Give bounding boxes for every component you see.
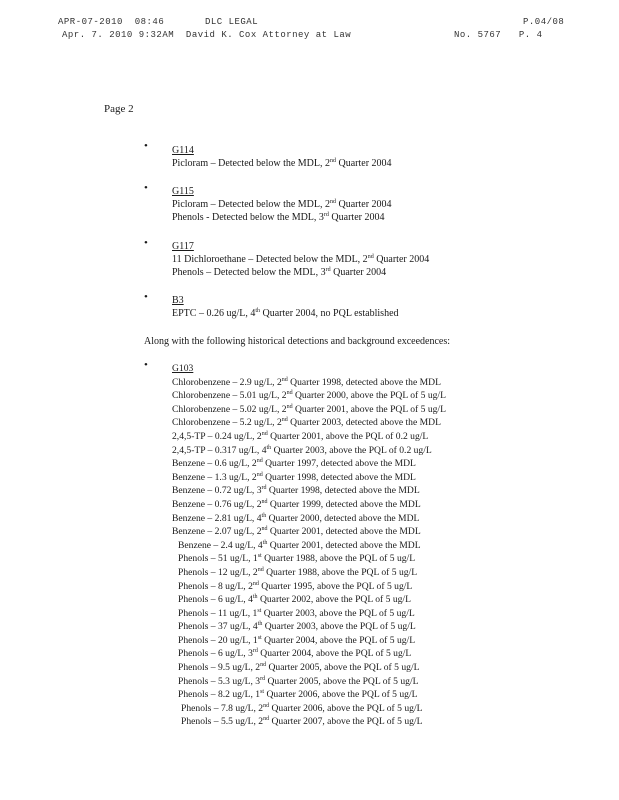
well-id: B3 [172, 295, 184, 306]
fax-header-datetime: APR-07-2010 08:46 [58, 17, 165, 27]
historical-line: Phenols – 51 ug/L, 1st Quarter 1988, above the PQL of 5 ug/L [178, 553, 416, 565]
list-item [172, 240, 429, 279]
historical-line: Phenols – 6 ug/L, 3rd Quarter 2004, above the PQL of 5 ug/L [178, 648, 412, 660]
historical-line: Chlorobenzene – 5.01 ug/L, 2nd Quarter 2000, above the PQL of 5 ug/L [172, 390, 446, 402]
historical-line: Phenols – 8 ug/L, 2nd Quarter 1995, above the PQL of 5 ug/L [178, 580, 413, 592]
fax-header-page: P.04/08 [523, 17, 565, 27]
well-id: G115 [172, 186, 194, 197]
intro-paragraph: Along with the following historical detections and background exceedences: [144, 336, 451, 347]
historical-line: Benzene – 1.3 ug/L, 2nd Quarter 1998, detected above the MDL [172, 471, 416, 483]
detection-line: Picloram – Detected below the MDL, 2nd Quarter 2004 [172, 158, 392, 169]
historical-line: Chlorobenzene – 5.2 ug/L, 2nd Quarter 2003, detected above the MDL [172, 417, 441, 429]
historical-lines [172, 376, 446, 729]
bullet-icon: • [144, 182, 148, 194]
detection-line: 11 Dichloroethane – Detected below the MDL, 2nd Quarter 2004 [172, 254, 430, 265]
historical-line: Benzene – 0.6 ug/L, 2nd Quarter 1997, detected above the MDL [172, 458, 416, 470]
list-item [172, 144, 392, 170]
historical-line: Benzene – 0.72 ug/L, 3rd Quarter 1998, detected above the MDL [172, 485, 420, 497]
historical-line: Phenols – 12 ug/L, 2nd Quarter 1988, above the PQL of 5 ug/L [178, 566, 418, 578]
bullet-icon: • [144, 237, 148, 249]
historical-line: Chlorobenzene – 5.02 ug/L, 2nd Quarter 2001, above the PQL of 5 ug/L [172, 403, 446, 415]
bullet-icon: • [144, 359, 148, 371]
fax-header-line2: Apr. 7. 2010 9:32AM David K. Cox Attorney at Law [62, 30, 352, 40]
historical-line: Phenols – 11 ug/L, 1st Quarter 2003, above the PQL of 5 ug/L [178, 607, 415, 619]
historical-line: Benzene – 2.81 ug/L, 4th Quarter 2000, detected above the MDL [172, 512, 420, 524]
list-item [172, 185, 392, 224]
detection-line: Phenols - Detected below the MDL, 3rd Quarter 2004 [172, 212, 385, 223]
historical-line: Benzene – 2.07 ug/L, 2nd Quarter 2001, detected above the MDL [172, 526, 421, 538]
page-number: Page 2 [104, 103, 134, 115]
historical-line: Phenols – 5.3 ug/L, 3rd Quarter 2005, above the PQL of 5 ug/L [178, 675, 419, 687]
historical-line: Phenols – 7.8 ug/L, 2nd Quarter 2006, above the PQL of 5 ug/L [181, 702, 423, 714]
historical-line: Chlorobenzene – 2.9 ug/L, 2nd Quarter 1998, detected above the MDL [172, 376, 441, 388]
historical-line: Phenols – 6 ug/L, 4th Quarter 2002, above the PQL of 5 ug/L [178, 594, 411, 606]
bullet-icon: • [144, 291, 148, 303]
well-id: G103 [172, 363, 194, 374]
bullet-icon: • [144, 140, 148, 152]
detection-line: Phenols – Detected below the MDL, 3rd Quarter 2004 [172, 267, 387, 278]
historical-line: Phenols – 20 ug/L, 1st Quarter 2004, above the PQL of 5 ug/L [178, 634, 416, 646]
well-id: G114 [172, 145, 194, 156]
historical-line: 2,4,5-TP – 0.24 ug/L, 2nd Quarter 2001, above the PQL of 0.2 ug/L [172, 430, 429, 442]
detection-line: Picloram – Detected below the MDL, 2nd Quarter 2004 [172, 199, 392, 210]
fax-header-number: No. 5767 P. 4 [454, 30, 543, 40]
historical-line: Benzene – 0.76 ug/L, 2nd Quarter 1999, detected above the MDL [172, 498, 421, 510]
historical-line: 2,4,5-TP – 0.317 ug/L, 4th Quarter 2003, above the PQL of 0.2 ug/L [172, 444, 432, 456]
well-id: G117 [172, 241, 194, 252]
historical-line: Phenols – 5.5 ug/L, 2nd Quarter 2007, above the PQL of 5 ug/L [181, 716, 423, 728]
historical-line: Benzene – 2.4 ug/L, 4th Quarter 2001, detected above the MDL [178, 539, 421, 551]
historical-line: Phenols – 37 ug/L, 4th Quarter 2003, above the PQL of 5 ug/L [178, 621, 416, 633]
detection-line: EPTC – 0.26 ug/L, 4th Quarter 2004, no PQL established [172, 308, 399, 319]
historical-line: Phenols – 8.2 ug/L, 1st Quarter 2006, above the PQL of 5 ug/L [178, 689, 418, 701]
historical-detections [172, 362, 446, 729]
fax-header-sender: DLC LEGAL [205, 17, 259, 27]
list-item [172, 294, 399, 320]
historical-line: Phenols – 9.5 ug/L, 2nd Quarter 2005, above the PQL of 5 ug/L [178, 662, 420, 674]
